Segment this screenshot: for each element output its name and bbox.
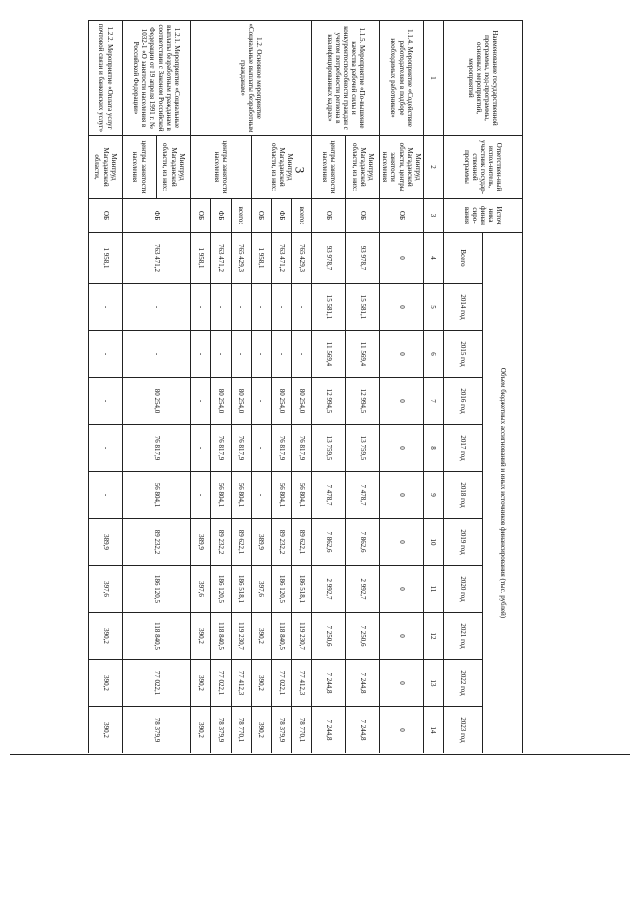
- cell: 7 478,7: [346, 472, 380, 519]
- cell: 12 994,5: [346, 378, 380, 425]
- cell: 389,9: [89, 519, 123, 566]
- header-year: 2017 год: [443, 425, 483, 472]
- cell: -: [191, 284, 211, 331]
- row-name: 1.1.5. Мероприятие «По-вышение качества рабочей силы и конкурентоспособности граждан с учетом потребности региона в квалифицированных кадрах»: [312, 21, 380, 136]
- cell: 0: [380, 707, 423, 754]
- cell: -: [231, 331, 251, 378]
- col-num: 2: [423, 136, 443, 199]
- header-name: Наименование государственной программы, под-программы, основных мероприятий, мероприятий: [443, 21, 522, 136]
- col-num: 7: [423, 378, 443, 425]
- cell: 0: [380, 660, 423, 707]
- column-numbers-row: [423, 21, 443, 754]
- row-src: ОБ: [251, 199, 271, 233]
- cell: -: [292, 284, 312, 331]
- row-resp: Минтруд Магаданской области, центры занятости населения: [380, 136, 423, 199]
- col-num: 5: [423, 284, 443, 331]
- row-resp: центры занятости населения: [123, 136, 157, 199]
- cell: 7 244,8: [346, 660, 380, 707]
- cell: 89 232,2: [123, 519, 191, 566]
- cell: 7 250,6: [312, 613, 346, 660]
- cell: 2 992,7: [346, 566, 380, 613]
- cell: -: [191, 378, 211, 425]
- cell: 77 022,1: [211, 660, 231, 707]
- cell: 1 958,1: [89, 233, 123, 284]
- cell: 11 569,4: [346, 331, 380, 378]
- cell: -: [251, 378, 271, 425]
- horizontal-divider: [10, 754, 630, 755]
- cell: 397,6: [191, 566, 211, 613]
- cell: 765 429,3: [292, 233, 312, 284]
- cell: 0: [380, 613, 423, 660]
- cell: 0: [380, 233, 423, 284]
- cell: 89 622,1: [231, 519, 251, 566]
- cell: 7 244,8: [312, 660, 346, 707]
- row-name: 1.1.4. Мероприятие «Содействие работодателям в подборе необходимых работников»: [380, 21, 423, 136]
- row-src: ОБ: [346, 199, 380, 233]
- cell: 78 379,9: [211, 707, 231, 754]
- row-src: ОБ: [312, 199, 346, 233]
- cell: 397,6: [89, 566, 123, 613]
- header-total: Всего: [443, 233, 483, 284]
- cell: -: [89, 284, 123, 331]
- cell: -: [271, 331, 291, 378]
- rotated-table: [88, 20, 523, 753]
- header-year: 2023 год: [443, 707, 483, 754]
- col-num: 9: [423, 472, 443, 519]
- cell: 56 804,1: [231, 472, 251, 519]
- cell: -: [251, 425, 271, 472]
- cell: 13 759,5: [346, 425, 380, 472]
- cell: -: [89, 331, 123, 378]
- row-resp: центры занятости населения: [312, 136, 346, 199]
- cell: -: [251, 472, 271, 519]
- cell: 12 994,5: [312, 378, 346, 425]
- cell: 119 230,7: [231, 613, 251, 660]
- cell: 7 862,6: [312, 519, 346, 566]
- cell: -: [123, 284, 191, 331]
- cell: 389,9: [251, 519, 271, 566]
- cell: 119 230,7: [292, 613, 312, 660]
- cell: -: [292, 331, 312, 378]
- cell: 76 817,9: [271, 425, 291, 472]
- cell: 80 254,0: [292, 378, 312, 425]
- cell: 1 958,1: [251, 233, 271, 284]
- col-num: 10: [423, 519, 443, 566]
- cell: 78 770,1: [231, 707, 251, 754]
- cell: -: [211, 284, 231, 331]
- cell: 77 412,3: [292, 660, 312, 707]
- table-row: [380, 21, 423, 754]
- row-name: 1.2.2. Мероприятие «Оплата услуг почтовой связи и банковских услуг»: [89, 21, 123, 136]
- page-number: 3: [292, 166, 308, 174]
- col-num: 13: [423, 660, 443, 707]
- row-src: всего:: [231, 199, 251, 233]
- cell: 390,2: [251, 660, 271, 707]
- cell: 0: [380, 519, 423, 566]
- cell: 76 817,9: [231, 425, 251, 472]
- cell: -: [89, 425, 123, 472]
- row-name: 1.2. Основное мероприятие «Социальные выплаты безработным гражданам»: [191, 21, 312, 136]
- cell: 0: [380, 425, 423, 472]
- header-year: 2021 год: [443, 613, 483, 660]
- cell: -: [271, 284, 291, 331]
- financing-table: [88, 20, 523, 753]
- row-name: 1.2.1. Мероприятие «Социальные выплаты безработным гражданам в соответствии с Законом Российской Федерации от 19 апреля 1991 г. № 1032-1 «О занятости населения в Российской Федерации»: [123, 21, 191, 136]
- row-resp: Минтруд Магаданской области, из них:: [157, 136, 191, 199]
- cell: 77 412,3: [231, 660, 251, 707]
- cell: 15 581,1: [312, 284, 346, 331]
- cell: 186 518,1: [292, 566, 312, 613]
- table-row: [157, 21, 191, 754]
- header-year: 2018 год: [443, 472, 483, 519]
- cell: 390,2: [191, 660, 211, 707]
- col-num: 12: [423, 613, 443, 660]
- cell: 89 232,2: [211, 519, 231, 566]
- header-year: 2015 год: [443, 331, 483, 378]
- cell: 56 804,1: [271, 472, 291, 519]
- col-num: 3: [423, 199, 443, 233]
- cell: 77 022,1: [123, 660, 191, 707]
- cell: 0: [380, 378, 423, 425]
- cell: 76 817,9: [292, 425, 312, 472]
- cell: 15 581,1: [346, 284, 380, 331]
- header-year: 2016 год: [443, 378, 483, 425]
- cell: 56 804,1: [211, 472, 231, 519]
- cell: 186 120,5: [271, 566, 291, 613]
- cell: 13 759,5: [312, 425, 346, 472]
- cell: -: [89, 472, 123, 519]
- row-src: ОБ: [380, 199, 423, 233]
- row-resp: Минтруд Магаданской области, из них:: [251, 136, 312, 199]
- row-src: ФБ: [211, 199, 231, 233]
- cell: 7 244,8: [346, 707, 380, 754]
- cell: 80 254,0: [211, 378, 231, 425]
- cell: 89 622,1: [292, 519, 312, 566]
- cell: -: [191, 472, 211, 519]
- cell: 389,9: [191, 519, 211, 566]
- cell: 0: [380, 472, 423, 519]
- cell: 186 120,5: [123, 566, 191, 613]
- cell: 7 250,6: [346, 613, 380, 660]
- cell: 390,2: [191, 707, 211, 754]
- cell: 78 379,9: [123, 707, 191, 754]
- col-num: 1: [423, 21, 443, 136]
- cell: 78 770,1: [292, 707, 312, 754]
- cell: 390,2: [89, 707, 123, 754]
- cell: -: [251, 284, 271, 331]
- header-year: 2022 год: [443, 660, 483, 707]
- cell: 7 244,8: [312, 707, 346, 754]
- row-src: всего:: [292, 199, 312, 233]
- col-num: 4: [423, 233, 443, 284]
- row-resp: центры занятости населения: [191, 136, 252, 199]
- cell: 93 978,7: [312, 233, 346, 284]
- col-num: 8: [423, 425, 443, 472]
- rotated-table-wrapper: [88, 20, 523, 753]
- header-year: 2019 год: [443, 519, 483, 566]
- cell: 397,6: [251, 566, 271, 613]
- cell: 118 840,5: [211, 613, 231, 660]
- cell: -: [231, 284, 251, 331]
- row-src: ОБ: [89, 199, 123, 233]
- table-row: [89, 21, 123, 754]
- cell: 76 817,9: [123, 425, 191, 472]
- header-volume: Объем бюджетных ассигнований и иных источников финансирования (тыс. рублей): [483, 233, 523, 754]
- cell: 78 379,9: [271, 707, 291, 754]
- cell: 93 978,7: [346, 233, 380, 284]
- cell: 0: [380, 331, 423, 378]
- cell: 118 840,5: [271, 613, 291, 660]
- cell: 0: [380, 566, 423, 613]
- cell: 76 817,9: [211, 425, 231, 472]
- cell: 186 120,5: [211, 566, 231, 613]
- cell: 1 958,1: [191, 233, 211, 284]
- cell: 0: [380, 284, 423, 331]
- cell: -: [251, 331, 271, 378]
- cell: 56 804,1: [292, 472, 312, 519]
- row-src: ОБ: [191, 199, 211, 233]
- table-row: [346, 21, 380, 754]
- cell: 390,2: [251, 707, 271, 754]
- col-num: 6: [423, 331, 443, 378]
- table-row: [292, 21, 312, 754]
- cell: 2 992,7: [312, 566, 346, 613]
- cell: 7 862,6: [346, 519, 380, 566]
- cell: 390,2: [191, 613, 211, 660]
- cell: 118 840,5: [123, 613, 191, 660]
- cell: 390,2: [251, 613, 271, 660]
- cell: 80 254,0: [123, 378, 191, 425]
- cell: -: [123, 331, 191, 378]
- header-resp: Ответствен-ный испол-нитель, участник государ-ственной программы: [443, 136, 522, 199]
- row-resp: Минтруд Магаданской области,: [89, 136, 123, 199]
- header-source: Источ ника финан сиро-вания: [443, 199, 522, 233]
- cell: 89 232,2: [271, 519, 291, 566]
- cell: 763 471,2: [123, 233, 191, 284]
- cell: 390,2: [89, 660, 123, 707]
- cell: 80 254,0: [271, 378, 291, 425]
- cell: 80 254,0: [231, 378, 251, 425]
- header-year: 2014 год: [443, 284, 483, 331]
- cell: -: [191, 425, 211, 472]
- cell: 7 478,7: [312, 472, 346, 519]
- cell: 56 804,1: [123, 472, 191, 519]
- cell: -: [191, 331, 211, 378]
- cell: 77 022,1: [271, 660, 291, 707]
- cell: 765 429,3: [231, 233, 251, 284]
- cell: -: [89, 378, 123, 425]
- cell: -: [211, 331, 231, 378]
- cell: 763 471,2: [271, 233, 291, 284]
- header-year: 2020 год: [443, 566, 483, 613]
- col-num: 14: [423, 707, 443, 754]
- cell: 186 518,1: [231, 566, 251, 613]
- row-src: ФБ: [271, 199, 291, 233]
- cell: 390,2: [89, 613, 123, 660]
- row-src: ФБ: [123, 199, 191, 233]
- col-num: 11: [423, 566, 443, 613]
- row-resp: Минтруд Магаданской области, из них:: [346, 136, 380, 199]
- cell: 11 569,4: [312, 331, 346, 378]
- cell: 763 471,2: [211, 233, 231, 284]
